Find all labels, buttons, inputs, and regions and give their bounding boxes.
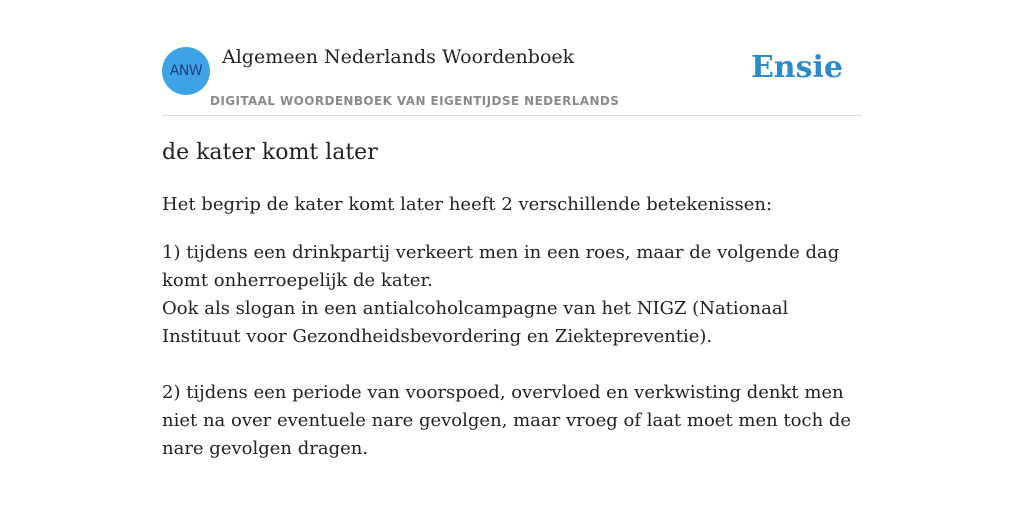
site-title[interactable]: Algemeen Nederlands Woordenboek [222, 46, 575, 68]
definition-item [162, 379, 862, 463]
definition-text: 1) tijdens een drinkpartij verkeert men in een roes, maar de volgende dag komt onherroepelijk de kater. [162, 242, 840, 291]
definition-text: 2) tijdens een periode van voorspoed, overvloed en verkwisting denkt men niet na over eventuele nare gevolgen, maar vroeg of laat moet men toch de nare gevolgen dragen. [162, 382, 852, 459]
definition-item [162, 239, 862, 351]
anw-logo[interactable]: ANW [162, 47, 210, 95]
header-divider [162, 115, 862, 116]
ensie-brand-logo[interactable]: Ensie [750, 50, 843, 85]
entry-headword: de kater komt later [162, 140, 378, 165]
definition-note: Ook als slogan in een antialcoholcampagne van het NIGZ (Nationaal Instituut voor Gezondheidsbevordering en Ziektepreventie). [162, 298, 789, 347]
entry-intro: Het begrip de kater komt later heeft 2 verschillende betekenissen: [162, 194, 773, 215]
definitions-list [162, 239, 862, 491]
site-subtitle: DIGITAAL WOORDENBOEK VAN EIGENTIJDSE NEDERLANDS [210, 94, 620, 108]
